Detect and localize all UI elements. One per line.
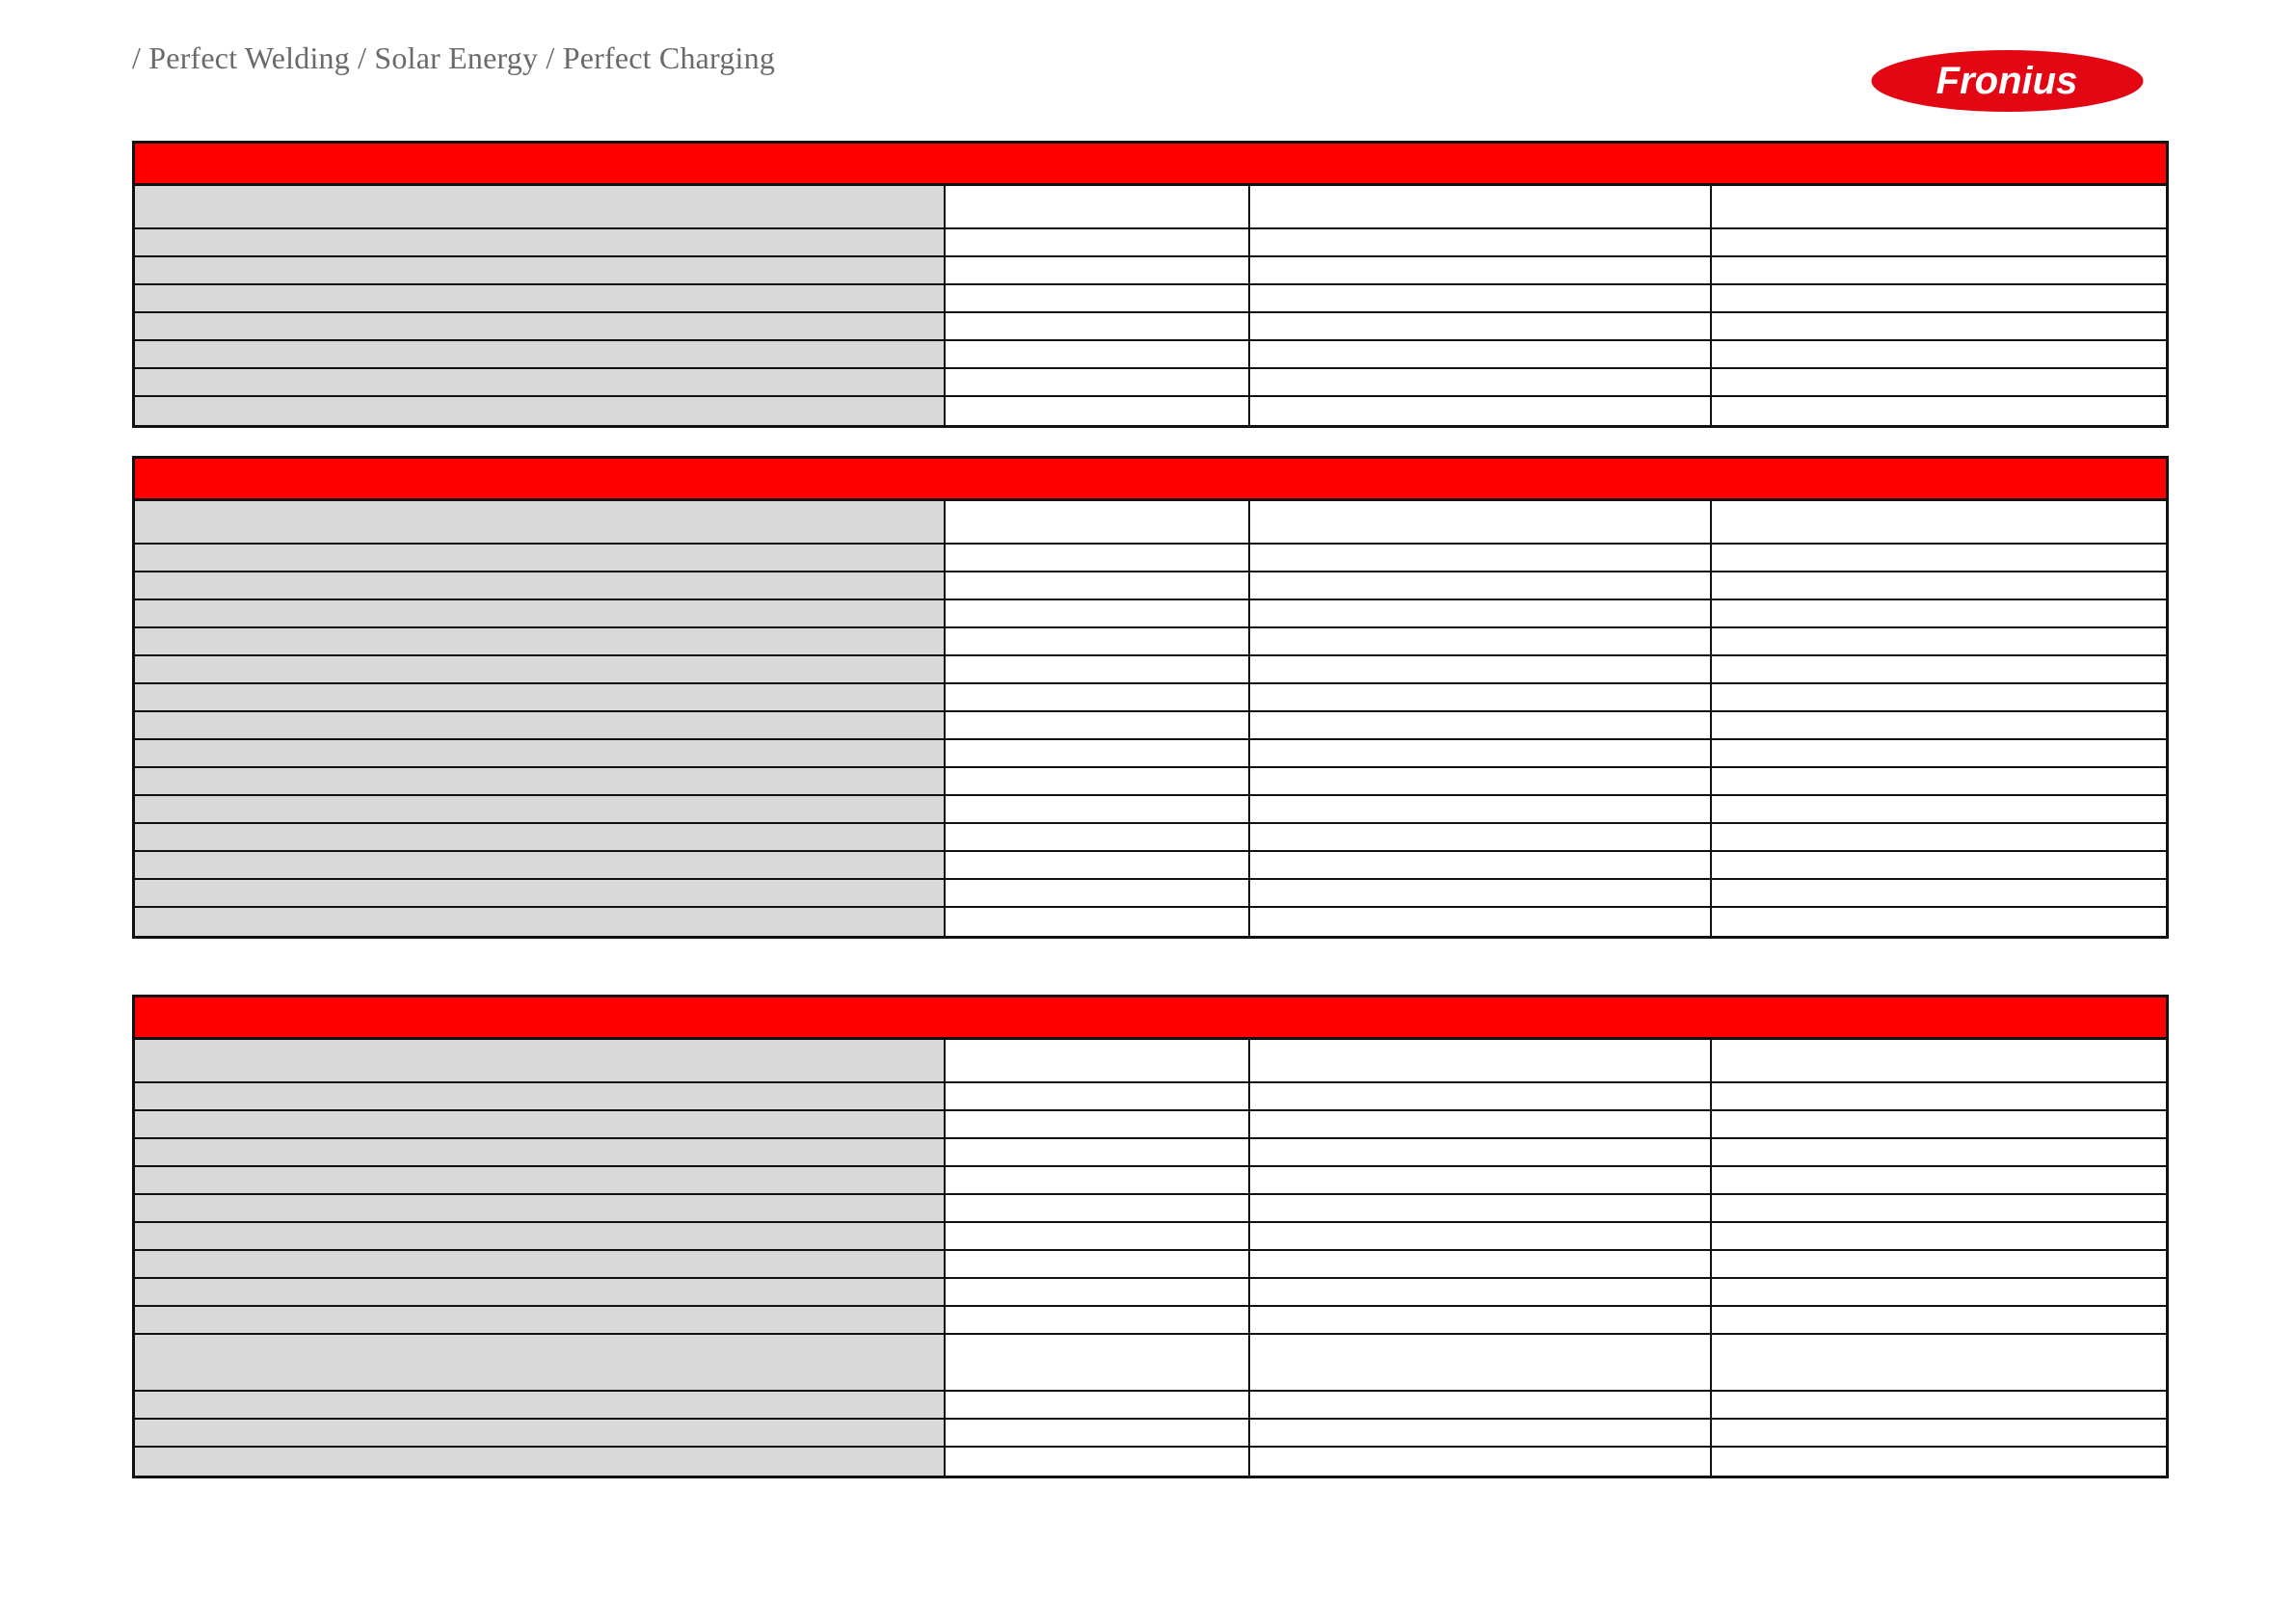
table-row <box>135 852 2166 880</box>
table-header-row <box>135 186 2166 229</box>
table-row <box>135 740 2166 768</box>
logo-wordmark: Fronius <box>1936 60 2078 102</box>
table-row <box>135 341 2166 369</box>
table-row <box>135 257 2166 285</box>
table-row <box>135 1167 2166 1195</box>
table-row <box>135 656 2166 684</box>
table-row <box>135 369 2166 397</box>
table-row <box>135 1392 2166 1420</box>
table-row <box>135 908 2166 936</box>
section-header-2 <box>135 459 2166 501</box>
table-row <box>135 796 2166 824</box>
table-row <box>135 684 2166 712</box>
table-row <box>135 880 2166 908</box>
table-row <box>135 1307 2166 1335</box>
table-row <box>135 1335 2166 1392</box>
table-header-row <box>135 501 2166 545</box>
table-row <box>135 1083 2166 1111</box>
table-row <box>135 1448 2166 1476</box>
table-row <box>135 545 2166 572</box>
table-row <box>135 1139 2166 1167</box>
table-row <box>135 768 2166 796</box>
table-row <box>135 1111 2166 1139</box>
table-row <box>135 313 2166 341</box>
section-header-3 <box>135 998 2166 1040</box>
table-row <box>135 285 2166 313</box>
section-header-1 <box>135 144 2166 186</box>
table-row <box>135 397 2166 425</box>
spec-table-2 <box>132 456 2169 939</box>
spec-table-3 <box>132 995 2169 1478</box>
table-row <box>135 824 2166 852</box>
table-row <box>135 712 2166 740</box>
table-row <box>135 1223 2166 1251</box>
table-row <box>135 572 2166 600</box>
table-row <box>135 229 2166 257</box>
table-row <box>135 1420 2166 1448</box>
spec-table-1 <box>132 141 2169 428</box>
table-row <box>135 628 2166 656</box>
fronius-logo <box>1870 48 2145 114</box>
table-header-row <box>135 1040 2166 1083</box>
table-row <box>135 600 2166 628</box>
tagline: / Perfect Welding / Solar Energy / Perfect Charging <box>132 40 776 75</box>
table-row <box>135 1251 2166 1279</box>
table-row <box>135 1195 2166 1223</box>
table-row <box>135 1279 2166 1307</box>
